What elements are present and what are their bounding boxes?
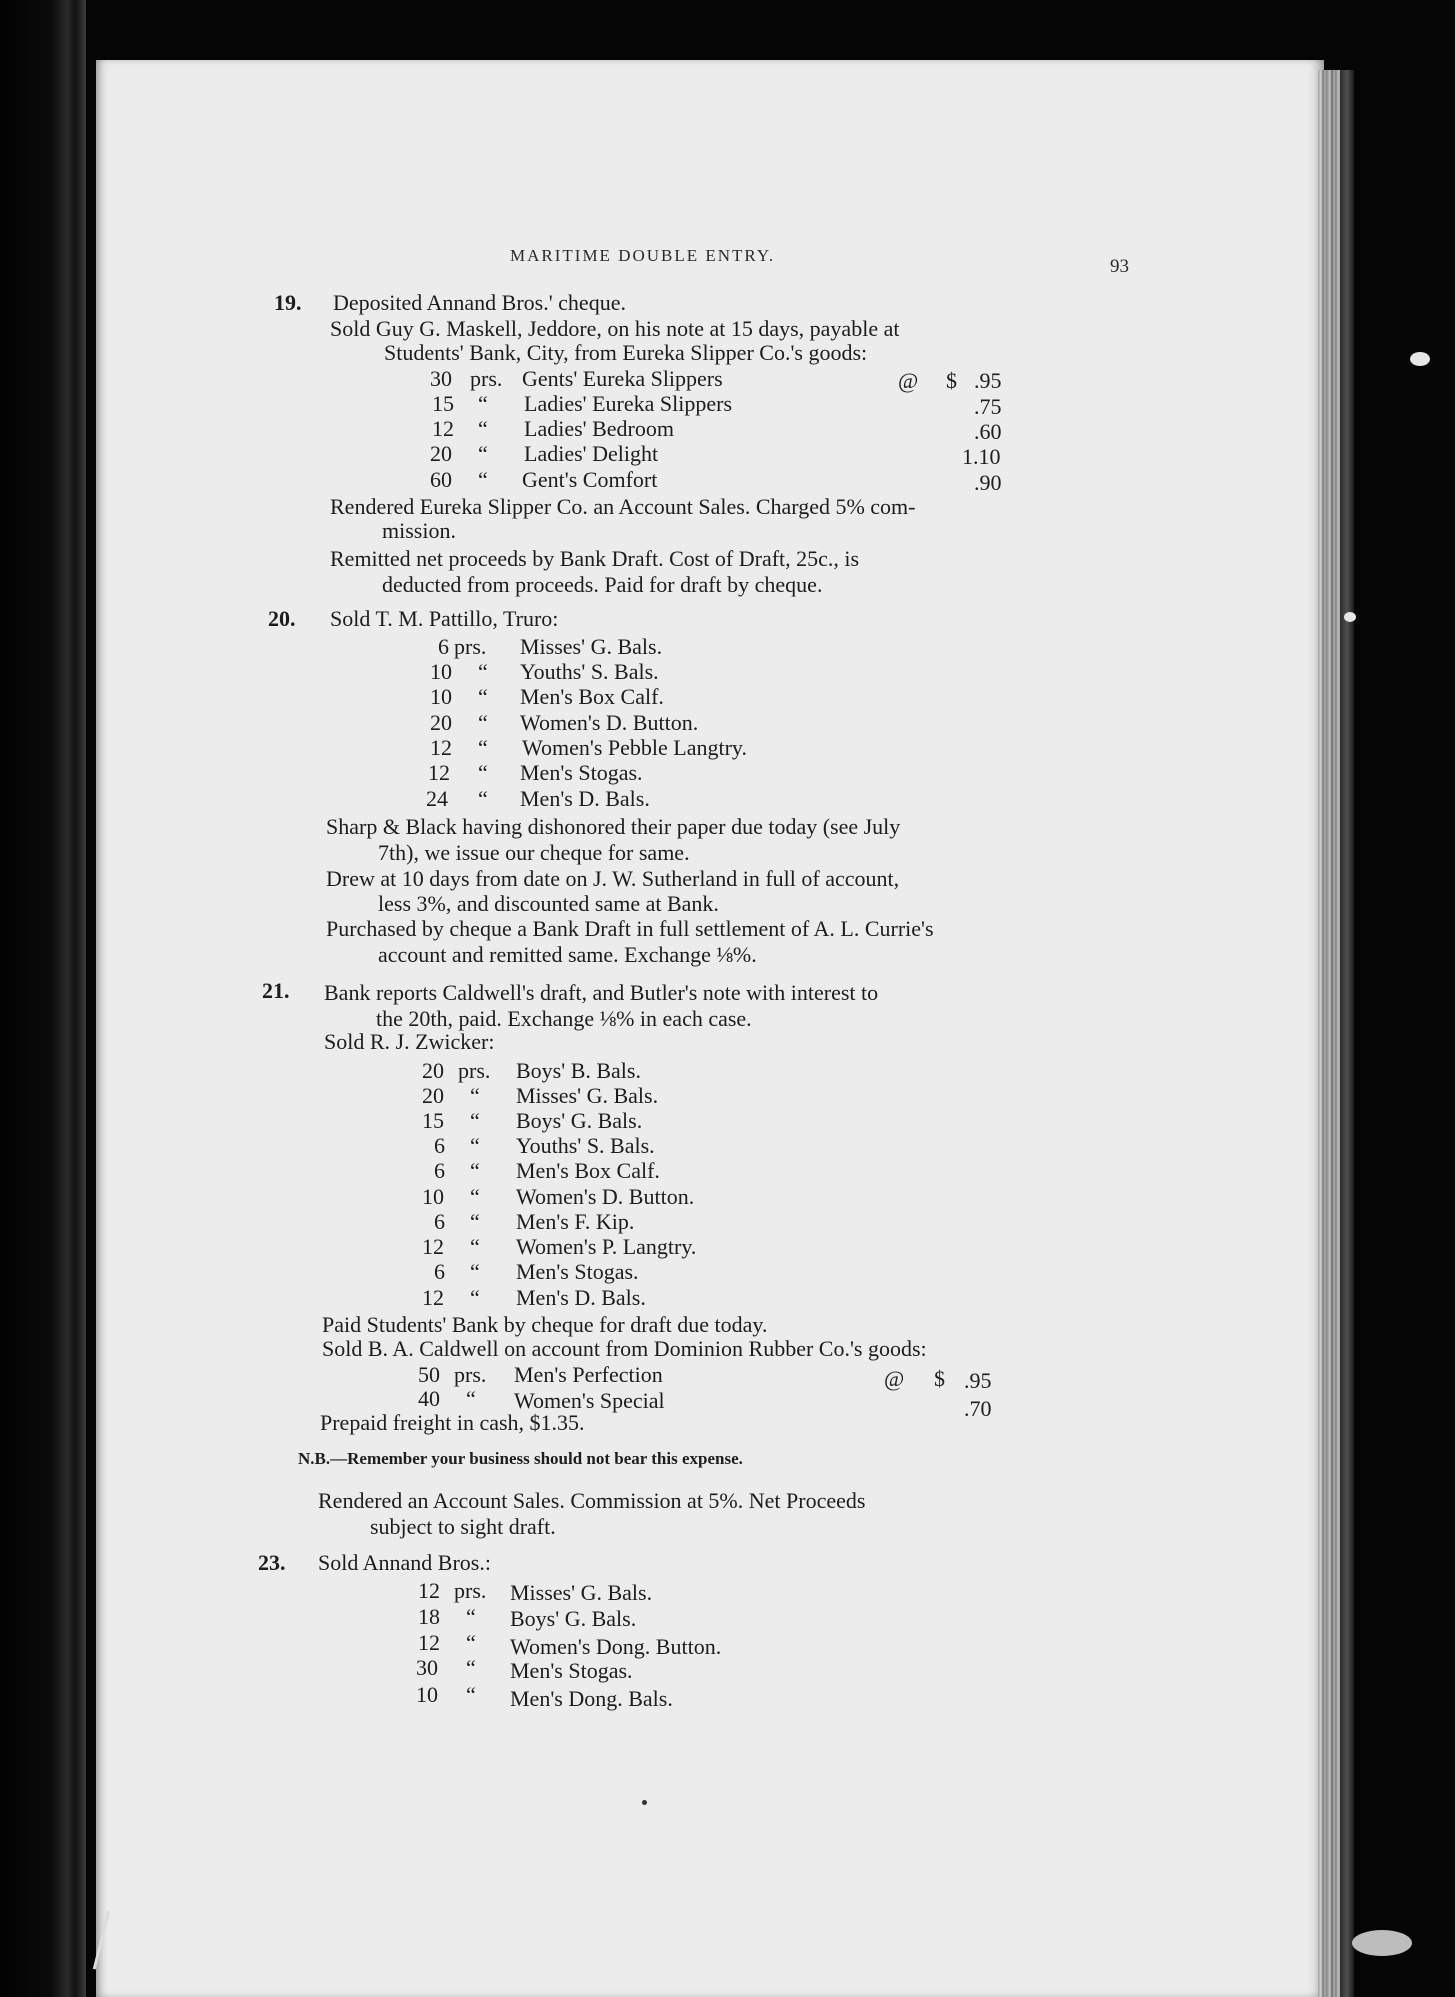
item-description: Youths' S. Bals. — [516, 1133, 655, 1158]
entry-text: Sold R. J. Zwicker: — [324, 1029, 495, 1054]
item-description: Women's Special — [514, 1388, 665, 1413]
item-unit: “ — [478, 467, 488, 492]
item-at-sign: @ — [884, 1366, 905, 1391]
item-qty: 15 — [422, 1108, 444, 1133]
item-qty: 24 — [426, 786, 448, 811]
page-number: 93 — [1110, 256, 1129, 277]
entry-text: Rendered Eureka Slipper Co. an Account Sales. Charged 5% com- — [330, 494, 916, 519]
item-qty: 10 — [422, 1184, 444, 1209]
item-qty: 20 — [430, 441, 452, 466]
entry-text: Bank reports Caldwell's draft, and Butler's note with interest to — [324, 980, 879, 1005]
item-description: Ladies' Eureka Slippers — [524, 391, 733, 416]
item-qty: 6 — [434, 1133, 445, 1158]
item-qty: 20 — [430, 710, 452, 735]
item-qty: 6 — [434, 1158, 445, 1183]
entry-text: Paid Students' Bank by cheque for draft due today. — [322, 1312, 768, 1337]
item-description: Boys' G. Bals. — [516, 1108, 643, 1133]
page-edge-shadow — [1340, 70, 1354, 1997]
entry-text: Drew at 10 days from date on J. W. Sutherland in full of account, — [326, 866, 900, 891]
item-unit: “ — [470, 1259, 480, 1284]
item-unit: “ — [470, 1184, 480, 1209]
item-unit: prs. — [470, 366, 503, 391]
item-qty: 12 — [430, 735, 452, 760]
item-qty: 12 — [422, 1234, 444, 1259]
item-description: Boys' B. Bals. — [516, 1058, 641, 1083]
item-unit: prs. — [458, 1058, 491, 1083]
item-dollar-sign: $ — [946, 368, 957, 393]
scan-blot — [1344, 612, 1356, 622]
item-description: Misses' G. Bals. — [520, 634, 663, 659]
scan-blot — [1410, 352, 1430, 366]
item-unit: “ — [478, 684, 488, 709]
entry-day: 23. — [258, 1550, 286, 1575]
entry-text: less 3%, and discounted same at Bank. — [378, 891, 719, 916]
scan-blot — [1352, 1930, 1412, 1956]
item-description: Women's Pebble Langtry. — [522, 735, 747, 760]
item-qty: 30 — [430, 366, 452, 391]
item-unit: “ — [466, 1655, 476, 1680]
item-description: Gents' Eureka Slippers — [522, 366, 723, 391]
item-description: Men's Stogas. — [510, 1658, 633, 1683]
running-head: MARITIME DOUBLE ENTRY. — [510, 246, 776, 265]
item-description: Women's D. Button. — [516, 1184, 695, 1209]
item-unit: “ — [478, 786, 488, 811]
item-unit: “ — [466, 1682, 476, 1707]
item-qty: 6 — [434, 1259, 445, 1284]
item-description: Boys' G. Bals. — [510, 1606, 637, 1631]
item-unit: “ — [466, 1386, 476, 1411]
item-description: Men's D. Bals. — [520, 786, 650, 811]
item-qty: 20 — [422, 1083, 444, 1108]
entry-text: Rendered an Account Sales. Commission at 5%. Net Proceeds — [318, 1488, 866, 1513]
entry-text: Deposited Annand Bros.' cheque. — [333, 290, 626, 315]
item-price: 1.10 — [962, 444, 1001, 469]
item-qty: 10 — [430, 684, 452, 709]
item-unit: “ — [478, 659, 488, 684]
entry-text: 7th), we issue our cheque for same. — [378, 840, 690, 865]
item-description: Men's F. Kip. — [516, 1209, 635, 1234]
entry-day: 21. — [262, 978, 290, 1003]
item-qty: 10 — [430, 659, 452, 684]
entry-text: subject to sight draft. — [370, 1514, 556, 1539]
item-unit: “ — [478, 416, 488, 441]
item-unit: prs. — [454, 1362, 487, 1387]
item-description: Women's D. Button. — [520, 710, 699, 735]
item-unit: “ — [470, 1234, 480, 1259]
item-qty: 20 — [422, 1058, 444, 1083]
item-unit: “ — [478, 391, 488, 416]
item-description: Gent's Comfort — [522, 467, 658, 492]
item-description: Women's P. Langtry. — [516, 1234, 697, 1259]
entry-text: Sold Guy G. Maskell, Jeddore, on his note at 15 days, payable at — [330, 316, 900, 341]
item-description: Men's Perfection — [514, 1362, 663, 1387]
item-description: Women's Dong. Button. — [510, 1634, 722, 1659]
item-unit: “ — [466, 1604, 476, 1629]
item-description: Misses' G. Bals. — [510, 1580, 653, 1605]
item-qty: 12 — [418, 1630, 440, 1655]
nota-bene: N.B.—Remember your business should not bear this expense. — [298, 1449, 743, 1468]
item-qty: 50 — [418, 1362, 440, 1387]
entry-text: Sold T. M. Pattillo, Truro: — [330, 606, 559, 631]
entry-text: account and remitted same. Exchange ⅛%. — [378, 942, 757, 967]
item-unit: “ — [466, 1630, 476, 1655]
item-dollar-sign: $ — [934, 1366, 945, 1391]
item-qty: 12 — [428, 760, 450, 785]
entry-text: deducted from proceeds. Paid for draft by cheque. — [382, 572, 823, 597]
item-unit: “ — [478, 710, 488, 735]
entry-text: Remitted net proceeds by Bank Draft. Cost of Draft, 25c., is — [330, 546, 860, 571]
item-description: Youths' S. Bals. — [520, 659, 659, 684]
item-qty: 6 — [434, 1209, 445, 1234]
item-qty: 12 — [422, 1285, 444, 1310]
item-qty: 18 — [418, 1604, 440, 1629]
entry-text: Sold B. A. Caldwell on account from Dominion Rubber Co.'s goods: — [322, 1336, 927, 1361]
item-unit: prs. — [454, 1578, 487, 1603]
item-price: .95 — [974, 368, 1002, 393]
item-unit: “ — [470, 1083, 480, 1108]
item-at-sign: @ — [898, 368, 919, 393]
item-qty: 30 — [416, 1655, 438, 1680]
item-qty: 10 — [416, 1682, 438, 1707]
item-description: Men's Box Calf. — [516, 1158, 660, 1183]
item-description: Ladies' Bedroom — [524, 416, 674, 441]
item-unit: “ — [470, 1108, 480, 1133]
item-qty: 12 — [418, 1578, 440, 1603]
item-description: Ladies' Delight — [524, 441, 659, 466]
item-price: .95 — [964, 1368, 992, 1393]
item-qty: 40 — [418, 1386, 440, 1411]
item-price: .75 — [974, 394, 1002, 419]
entry-text: Prepaid freight in cash, $1.35. — [320, 1410, 585, 1435]
item-unit: “ — [470, 1133, 480, 1158]
item-unit: prs. — [454, 634, 487, 659]
item-price: .70 — [964, 1396, 992, 1421]
entry-day: 20. — [268, 606, 296, 631]
entry-day: 19. — [274, 290, 302, 315]
entry-text: Sharp & Black having dishonored their paper due today (see July — [326, 814, 901, 839]
item-qty: 60 — [430, 467, 452, 492]
item-description: Men's Box Calf. — [520, 684, 664, 709]
book-spine-left — [0, 0, 86, 1997]
item-description: Men's Stogas. — [516, 1259, 639, 1284]
entry-text: mission. — [382, 518, 456, 543]
ink-dot — [642, 1800, 647, 1805]
entry-text: Students' Bank, City, from Eureka Slipper Co.'s goods: — [384, 340, 868, 365]
item-description: Men's Stogas. — [520, 760, 643, 785]
item-price: .60 — [974, 419, 1002, 444]
item-description: Men's D. Bals. — [516, 1285, 646, 1310]
item-unit: “ — [470, 1285, 480, 1310]
item-unit: “ — [470, 1209, 480, 1234]
item-unit: “ — [470, 1158, 480, 1183]
entry-text: the 20th, paid. Exchange ⅛% in each case. — [376, 1006, 752, 1031]
item-qty: 6 — [438, 634, 449, 659]
item-unit: “ — [478, 441, 488, 466]
item-qty: 15 — [432, 391, 454, 416]
item-unit: “ — [478, 760, 488, 785]
entry-text: Sold Annand Bros.: — [318, 1550, 491, 1575]
entry-text: Purchased by cheque a Bank Draft in full settlement of A. L. Currie's — [326, 916, 934, 941]
item-price: .90 — [974, 470, 1002, 495]
item-description: Misses' G. Bals. — [516, 1083, 659, 1108]
item-description: Men's Dong. Bals. — [510, 1686, 673, 1711]
item-unit: “ — [478, 735, 488, 760]
item-qty: 12 — [432, 416, 454, 441]
